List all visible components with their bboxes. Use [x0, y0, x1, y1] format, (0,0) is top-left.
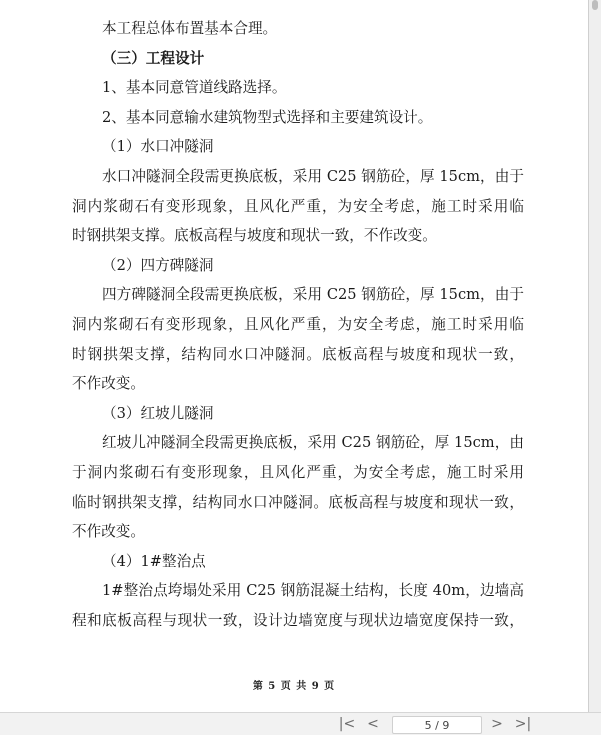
paragraph-line: 水口冲隧洞全段需更换底板，采用 C25 钢筋砼，厚 15cm，由于 [102, 167, 524, 185]
paragraph-line: 不作改变。 [72, 375, 145, 393]
paragraph-line: 四方碑隧洞全段需更换底板，采用 C25 钢筋砼，厚 15cm，由于 [102, 286, 524, 304]
paragraph-line: 本工程总体布置基本合理。 [102, 20, 278, 37]
page-navigation-toolbar [0, 712, 601, 735]
paragraph-line: 不作改变。 [72, 523, 145, 541]
previous-page-icon[interactable]: < [367, 716, 379, 732]
section-heading: （三）工程设计 [102, 49, 205, 67]
page-number-input[interactable]: 5 / 9 [392, 716, 482, 734]
page-footer: 第 5 页 共 9 页 [252, 681, 336, 692]
next-page-icon[interactable]: > [491, 716, 503, 732]
paragraph-line: 1、基本同意管道线路选择。 [102, 79, 287, 97]
subsection-heading: （4）1#整治点 [102, 552, 206, 570]
subsection-heading: （1）水口冲隧洞 [102, 138, 214, 156]
paragraph-line: 时钢拱架支撑，结构同水口冲隧洞。底板高程与坡度和现状一致， [72, 345, 524, 363]
paragraph-line: 洞内浆砌石有变形现象，且风化严重，为安全考虑，施工时采用临 [72, 197, 524, 215]
first-page-icon[interactable]: |< [338, 716, 356, 732]
scrollbar-thumb[interactable] [592, 0, 598, 10]
paragraph-line: 红坡儿冲隧洞全段需更换底板，采用 C25 钢筋砼，厚 15cm，由 [102, 434, 524, 452]
paragraph-line: 于洞内浆砌石有变形现象，且风化严重，为安全考虑，施工时采用 [72, 463, 524, 481]
paragraph-line: 时钢拱架支撑。底板高程与坡度和现状一致，不作改变。 [72, 227, 437, 245]
paragraph-line: 2、基本同意输水建筑物型式选择和主要建筑设计。 [102, 108, 433, 126]
subsection-heading: （2）四方碑隧洞 [102, 256, 214, 274]
last-page-icon[interactable]: >| [514, 716, 532, 732]
paragraph-line: 临时钢拱架支撑，结构同水口冲隧洞。底板高程与坡度和现状一致， [72, 493, 524, 511]
vertical-scrollbar[interactable] [589, 0, 601, 712]
page-body [72, 14, 524, 635]
subsection-heading: （3）红坡儿隧洞 [102, 404, 214, 422]
paragraph-line: 洞内浆砌石有变形现象，且风化严重，为安全考虑，施工时采用临 [72, 315, 524, 333]
paragraph-line: 1#整治点垮塌处采用 C25 钢筋混凝土结构，长度 40m，边墙高 [102, 582, 524, 600]
paragraph-line: 程和底板高程与现状一致，设计边墙宽度与现状边墙宽度保持一致， [72, 611, 524, 629]
